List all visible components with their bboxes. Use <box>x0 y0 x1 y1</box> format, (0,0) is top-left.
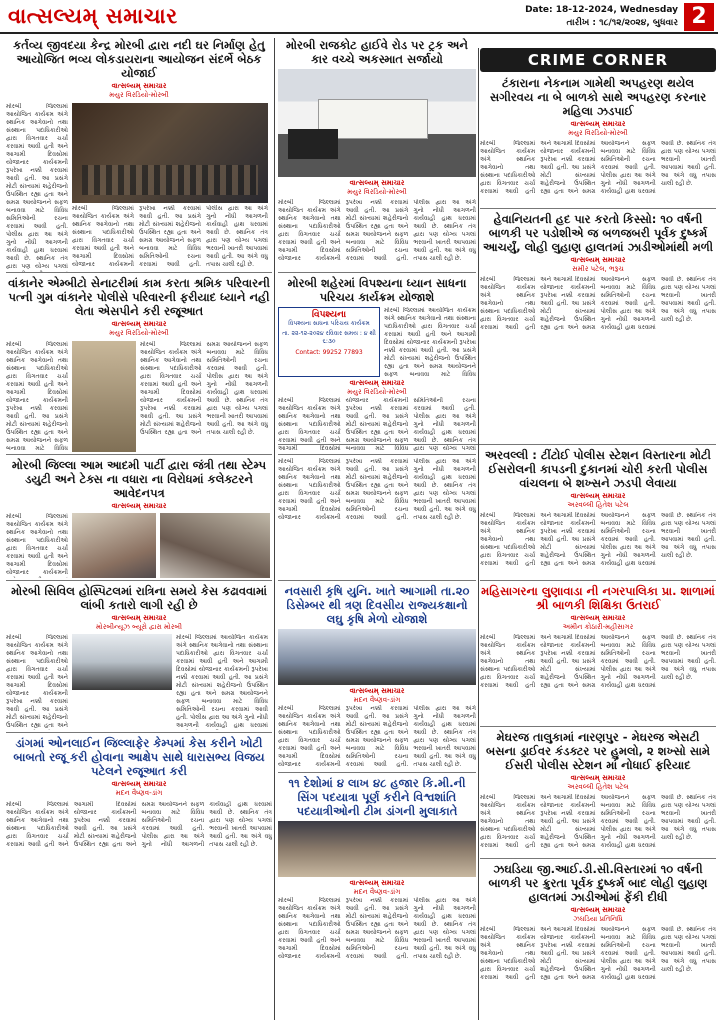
ad-phone: Contact: 99252 77893 <box>295 349 363 356</box>
headline: અરવલ્લી : ટીંટોઈ પોલીસ સ્ટેશન વિસ્તારના મોટી ઈસરોલની કાપડની દુકાનમાં ચોરી કરતી પોલીસ વાંચલના બે શખ્સને ઝડપી લેવાયા <box>485 448 711 490</box>
masthead <box>0 0 718 34</box>
article-body: મોરબી જિલ્લામાં આયોજિત કાર્યક્રમ અંગે સ્થાનિક આગેવાનો તથા સંસ્થાના પદાધિકારીઓ દ્વારા વિગતવાર ચર્ચા કરવામાં આવી હતી અને આગામી દિવસોમાં યોજાનાર કાર્યક્રમની રૂપરેખા નક્કી કરવામાં આવી હતી. આ પ્રસંગે મોટી સંખ્યામાં શહેરીજનો ઉપસ્થિત રહ્યા હતા અને સમગ્ર આયોજનને સફળ બનાવવા માટે વિવિધ સમિતિઓની રચના કરવામાં આવી હતી. પોલીસ દ્વારા આ અંગે ગુનો નોંધી આગળની કાર્યવાહી હાથ ધરવામાં આવી છે. સ્થાનિક તંત્ર દ્વારા પણ યોગ્ય પગલાં ભરવાની ખાતરી આપવામાં આવી હતી. આ અંગે વધુ તપાસ ચાલી રહી છે. <box>278 897 476 960</box>
byline: વાત્સલ્યમ્ સમાચાર <box>111 82 167 90</box>
reporter: મયુર વિરડિયો-મોરબી <box>347 188 407 196</box>
article-aap-cont <box>278 458 476 578</box>
protest-photo-1 <box>72 513 156 578</box>
article-body: મોરબી જિલ્લામાં આયોજિત કાર્યક્રમ અંગે સ્થાનિક આગેવાનો તથા સંસ્થાના પદાધિકારીઓ દ્વારા વિગતવાર ચર્ચા કરવામાં આવી હતી અને આગામી દિવસોમાં યોજાનાર કાર્યક્રમની રૂપરેખા નક્કી કરવામાં આવી હતી. આ પ્રસંગે મોટી સંખ્યામાં શહેરીજનો ઉપસ્થિત રહ્યા હતા અને સમગ્ર આયોજનને સફળ બનાવવા માટે વિવિધ સમિતિઓની રચના કરવામાં આવી હતી. પોલીસ દ્વારા આ અંગે ગુનો નોંધી આગળની કાર્યવાહી હાથ ધરવામાં આવી છે. સ્થાનિક તંત્ર દ્વારા પણ યોગ્ય પગલાં ભરવાની ખાતરી આપવામાં આવી હતી. આ અંગે વધુ તપાસ ચાલી રહી છે. <box>480 512 716 567</box>
article-vankaner <box>6 276 272 452</box>
byline: વાત્સલ્યમ્ સમાચાર <box>111 502 167 510</box>
byline: વાત્સલ્યમ્ સમાચાર <box>111 614 167 622</box>
reporter: અરવલ્લી હિતેશ પટેલ <box>567 501 629 509</box>
article-dang-online <box>6 736 272 1020</box>
article-body: મોરબી જિલ્લામાં આયોજિત કાર્યક્રમ અંગે સ્થાનિક આગેવાનો તથા સંસ્થાના પદાધિકારીઓ દ્વારા વિગતવાર ચર્ચા કરવામાં આવી હતી અને આગામી દિવસોમાં યોજાનાર કાર્યક્રમની રૂપરેખા નક્કી કરવામાં આવી હતી. આ પ્રસંગે મોટી સંખ્યામાં શહેરીજનો ઉપસ્થિત રહ્યા હતા અને સમગ્ર આયોજનને સફળ બનાવવા માટે વિવિધ <box>6 341 68 452</box>
headline: મેઘરજ તાલુકામાં નારણપુર - મેઘરજ એસટી બસના ડ્રાઈવર કંડક્ટર પર હુમલો, ૨ શખ્સો સામે ઈસરી પોલીસ સ્ટેશન માં નોધાઈ ફરિયાદ <box>485 730 711 772</box>
byline: વાત્સલ્યમ્ સમાચાર <box>111 320 167 328</box>
article-jhagadia <box>480 862 716 1020</box>
article-peace-walk <box>278 776 476 1020</box>
article-aravalli-theft <box>480 448 716 578</box>
byline: વાત્સલ્યમ્ સમાચાર <box>349 879 405 887</box>
date-english: Date: 18-12-2024, Wednesday <box>525 5 678 15</box>
reporter: સમીર પટેલ, ભરૂચ <box>572 265 624 273</box>
byline: વાત્સલ્યમ્ સમાચાર <box>570 906 626 914</box>
article-body-cont: મોરબી જિલ્લામાં આયોજિત કાર્યક્રમ અંગે સ્થાનિક આગેવાનો તથા સંસ્થાના પદાધિકારીઓ દ્વારા વિગતવાર ચર્ચા કરવામાં આવી હતી અને આગામી દિવસોમાં યોજાનાર કાર્યક્રમની રૂપરેખા નક્કી કરવામાં આવી હતી. આ પ્રસંગે મોટી સંખ્યામાં શહેરીજનો ઉપસ્થિત રહ્યા હતા અને સમગ્ર આયોજનને સફળ બનાવવા માટે વિવિધ સમિતિઓની રચના કરવામાં આવી હતી. પોલીસ દ્વારા આ અંગે ગુનો નોંધી આગળની કાર્યવાહી હાથ ધરવામાં આવી છે. સ્થાનિક તંત્ર દ્વારા પણ યોગ્ય પગલાં <box>278 397 476 452</box>
headline: નવસારી કૃષિ યુનિ. ખાતે આગામી તા.૨૦ ડિસેમ્બર થી ત્રણ દિવસીય રાજ્યકક્ષાનો લઘુ કૃષિ મેળો યોજાશે <box>284 584 470 626</box>
fair-photo <box>278 629 476 685</box>
reporter: મયુર વિરડિયો-મોરબી <box>568 129 628 137</box>
vipassana-ad <box>278 307 380 377</box>
article-body: મોરબી જિલ્લામાં આયોજિત કાર્યક્રમ અંગે સ્થાનિક આગેવાનો તથા સંસ્થાના પદાધિકારીઓ દ્વારા વિગતવાર ચર્ચા કરવામાં આવી હતી અને આગામી દિવસોમાં યોજાનાર કાર્યક્રમની રૂપરેખા નક્કી કરવામાં આવી હતી. આ પ્રસંગે મોટી સંખ્યામાં શહેરીજનો ઉપસ્થિત રહ્યા હતા અને સમગ્ર આયોજનને સફળ બનાવવા માટે વિવિધ સમિતિઓની રચના કરવામાં આવી હતી. પોલીસ દ્વારા આ અંગે ગુનો નોંધી આગળની કાર્યવાહી હાથ ધરવામાં આવી છે. સ્થાનિક તંત્ર દ્વારા પણ યોગ્ય પગલાં ભરવાની ખાતરી આપવામાં આવી હતી. આ અંગે વધુ તપાસ ચાલી રહી છે. <box>480 926 716 981</box>
ad-title: વિપશ્યના <box>311 310 347 320</box>
protest-photo-2 <box>160 513 270 578</box>
headline: વાંકાનેર એમ્બીટો સેનાટરીમાં કામ કરતા શ્રમિક પરિવારની પત્ની ગુમ વાંકાનેર પોલીસે પરિવારની ફરીયાદ ધ્યાને નહી લેતા એસપીને કરી રજૂઆત <box>8 276 270 318</box>
date-gujarati: તારીખ : ૧૮/૧૨/૨૦૨૪, બુધવાર <box>566 18 678 28</box>
headline: ડાંગમાં ઓનલાઈન જિલ્લાફેર કેમ્પમાં કેસ કરીને ખોટી બાબતો રજૂ કરી હોવાના આક્ષેપ સાથે ધારાસભ્ય વિજય પટેલને રજૂઆત કરી <box>13 736 265 778</box>
crime-corner-title: CRIME CORNER <box>527 51 669 69</box>
newspaper-logo: વાત્સલ્યમ્ સમાચાર <box>8 3 178 28</box>
article-navsari-fair <box>278 584 476 770</box>
article-body-cont: મોરબી જિલ્લામાં આયોજિત કાર્યક્રમ અંગે સ્થાનિક આગેવાનો તથા સંસ્થાના પદાધિકારીઓ દ્વારા વિગતવાર ચર્ચા કરવામાં આવી હતી અને આગામી દિવસોમાં યોજાનાર કાર્યક્રમની રૂપરેખા નક્કી કરવામાં આવી હતી. આ પ્રસંગે મોટી સંખ્યામાં શહેરીજનો ઉપસ્થિત રહ્યા હતા અને સમગ્ર આયોજનને સફળ બનાવવા માટે વિવિધ સમિતિઓની રચના કરવામાં આવી હતી. પોલીસ દ્વારા આ અંગે ગુનો નોંધી આગળની કાર્યવાહી હાથ ધરવામાં <box>176 634 268 729</box>
headline: હેવાનિયતની હદ પાર કરતો કિસ્સો: ૧૦ વર્ષની બાળકી પર પડોશીએ જ બળજબરી પૂર્વક દુષ્કર્મ આચર્યું, લોહી લુહાણ હાલતમાં ઝાડીઓમાંથી મળી <box>482 212 714 254</box>
article-tankara-kidnap <box>480 76 716 206</box>
pilgrims-photo <box>278 821 476 877</box>
headline: ૧૧ દેશોમાં ૪ લાખ ૪૮ હજાર કિ.મી.ની સિંગ પદયાત્રા પૂર્ણ કરીને વિશ્વશાંતિ પદયાત્રીઓની ટીમ ડાંગની મુલાકાતે <box>288 776 466 818</box>
article-body: મોરબી જિલ્લામાં આયોજિત કાર્યક્રમ અંગે સ્થાનિક આગેવાનો તથા સંસ્થાના પદાધિકારીઓ દ્વારા વિગતવાર ચર્ચા કરવામાં આવી હતી અને આગામી દિવસોમાં યોજાનાર કાર્યક્રમની રૂપરેખા નક્કી કરવામાં આવી હતી. આ પ્રસંગે મોટી સંખ્યામાં શહેરીજનો ઉપસ્થિત રહ્યા હતા અને સમગ્ર આયોજનને સફળ બનાવવા માટે વિવિધ સમિતિઓની રચના કરવામાં આવી હતી. પોલીસ દ્વારા આ અંગે ગુનો નોંધી આગળની કાર્યવાહી હાથ ધરવામાં આવી છે. સ્થાનિક તંત્ર દ્વારા પણ યોગ્ય પગલાં ભરવાની ખાતરી આપવામાં આવી હતી. આ અંગે વધુ તપાસ ચાલી રહી છે. <box>278 705 476 768</box>
article-body-cont: મોરબી જિલ્લામાં આયોજિત કાર્યક્રમ અંગે સ્થાનિક આગેવાનો તથા સંસ્થાના પદાધિકારીઓ દ્વારા વિગતવાર ચર્ચા કરવામાં આવી હતી અને આગામી દિવસોમાં યોજાનાર કાર્યક્રમની રૂપરેખા નક્કી કરવામાં આવી હતી. આ પ્રસંગે મોટી સંખ્યામાં શહેરીજનો ઉપસ્થિત રહ્યા હતા અને સમગ્ર આયોજનને સફળ બનાવવા માટે વિવિધ સમિતિઓની રચના કરવામાં આવી હતી. પોલીસ દ્વારા આ અંગે ગુનો નોંધી આગળની કાર્યવાહી હાથ ધરવામાં આવી છે. સ્થાનિક તંત્ર દ્વારા પણ યોગ્ય પગલાં ભરવાની ખાતરી આપવામાં આવી હતી. આ અંગે વધુ તપાસ ચાલી રહી છે. <box>140 341 268 436</box>
article-body: મોરબી જિલ્લામાં આયોજિત કાર્યક્રમ અંગે સ્થાનિક આગેવાનો તથા સંસ્થાના પદાધિકારીઓ દ્વારા વિગતવાર ચર્ચા કરવામાં આવી હતી અને આગામી દિવસોમાં યોજાનાર કાર્યક્રમની રૂપરેખા નક્કી કરવામાં આવી હતી. આ પ્રસંગે મોટી સંખ્યામાં શહેરીજનો ઉપસ્થિત રહ્યા હતા અને સમગ્ર આયોજનને સફળ બનાવવા માટે વિવિધ સમિતિઓની રચના કરવામાં આવી હતી. પોલીસ દ્વારા આ અંગે ગુનો નોંધી આગળની કાર્યવાહી હાથ ધરવામાં આવી છે. સ્થાનિક તંત્ર દ્વારા પણ યોગ્ય પગલાં ભરવાની ખાતરી આપવામાં આવી હતી. આ અંગે વધુ તપાસ ચાલી રહી છે. <box>480 634 716 689</box>
reporter: અરવલ્લી હિતેશ પટેલ <box>567 783 629 791</box>
article-vipassana <box>278 276 476 452</box>
reporter: મદન વૈષ્ણવ-ડાંગ <box>115 789 163 797</box>
reporter: ઝઘડિયા પ્રતિનિધિ <box>573 915 623 923</box>
reporter: મયુર વિરડિયો-મોરબી <box>109 91 169 99</box>
article-civil-hospital <box>6 584 272 730</box>
headline: મહિસાગરના લુણાવાડા ની નગરપાલિકા પ્રા. શાળામાં શ્રી બાળકી શિક્ષિકા ઉતરાઈ <box>481 584 715 612</box>
headline: ટંકારાના નેકનામ ગામેથી અપહરણ થયેલ સગીરવય ના બે બાળકો સાથે અપહરણ કરનાર મહિલા ઝડપાઈ <box>489 76 707 118</box>
byline: વાત્સલ્યમ્ સમાચાર <box>111 780 167 788</box>
article-body: મોરબી જિલ્લામાં આયોજિત કાર્યક્રમ અંગે સ્થાનિક આગેવાનો તથા સંસ્થાના પદાધિકારીઓ દ્વારા વિગતવાર ચર્ચા કરવામાં આવી હતી અને આગામી દિવસોમાં યોજાનાર કાર્યક્રમની <box>6 513 68 576</box>
article-body-cont: મોરબી જિલ્લામાં આયોજિત કાર્યક્રમ અંગે સ્થાનિક આગેવાનો તથા સંસ્થાના પદાધિકારીઓ દ્વારા વિગતવાર ચર્ચા કરવામાં આવી હતી અને આગામી દિવસોમાં યોજાનાર કાર્યક્રમની રૂપરેખા નક્કી કરવામાં આવી હતી. આ પ્રસંગે મોટી સંખ્યામાં શહેરીજનો ઉપસ્થિત રહ્યા હતા અને સમગ્ર આયોજનને સફળ બનાવવા માટે વિવિધ સમિતિઓની રચના કરવામાં આવી હતી. પોલીસ દ્વારા આ અંગે ગુનો નોંધી આગળની કાર્યવાહી હાથ ધરવામાં આવી છે. સ્થાનિક તંત્ર દ્વારા પણ યોગ્ય પગલાં ભરવાની ખાતરી આપવામાં આવી હતી. આ અંગે વધુ તપાસ ચાલી રહી છે. <box>72 205 268 268</box>
accident-photo <box>278 69 476 177</box>
reporter: મયુર વિરડિયો-મોરબી <box>109 329 169 337</box>
article-body: મોરબી જિલ્લામાં આયોજિત કાર્યક્રમ અંગે સ્થાનિક આગેવાનો તથા સંસ્થાના પદાધિકારીઓ દ્વારા વિગતવાર ચર્ચા કરવામાં આવી હતી અને આગામી દિવસોમાં યોજાનાર કાર્યક્રમની રૂપરેખા નક્કી કરવામાં આવી હતી. આ પ્રસંગે મોટી સંખ્યામાં શહેરીજનો ઉપસ્થિત રહ્યા હતા અને સમગ્ર આયોજનને સફળ બનાવવા માટે વિવિધ સમિતિઓની રચના કરવામાં આવી હતી. પોલીસ દ્વારા આ અંગે ગુનો નોંધી આગળની કાર્યવાહી હાથ ધરવામાં આવી છે. સ્થાનિક તંત્ર દ્વારા પણ યોગ્ય પગલાં ભરવાની ખાતરી આપવામાં આવી હતી. આ અંગે વધુ તપાસ ચાલી રહી છે. <box>480 140 716 195</box>
crime-corner-banner <box>480 48 716 72</box>
byline: વાત્સલ્યમ્ સમાચાર <box>570 614 626 622</box>
article-meghraj <box>480 730 716 856</box>
dateline <box>525 4 678 30</box>
byline: વાત્સલ્યમ્ સમાચાર <box>349 179 405 187</box>
article-body: મોરબી જિલ્લામાં આયોજિત કાર્યક્રમ અંગે સ્થાનિક આગેવાનો તથા સંસ્થાના પદાધિકારીઓ દ્વારા વિગતવાર ચર્ચા કરવામાં આવી હતી અને આગામી દિવસોમાં યોજાનાર કાર્યક્રમની રૂપરેખા નક્કી કરવામાં આવી હતી. આ પ્રસંગે મોટી સંખ્યામાં શહેરીજનો ઉપસ્થિત રહ્યા હતા અને <box>6 634 68 729</box>
article-jivdaya <box>6 38 272 272</box>
headline: મોરબી રાજકોટ હાઈવે રોડ પર ટ્રક અને કાર વચ્ચે અકસ્માત સર્જાયો <box>286 38 468 66</box>
article-body: મોરબી જિલ્લામાં આયોજિત કાર્યક્રમ અંગે સ્થાનિક આગેવાનો તથા સંસ્થાના પદાધિકારીઓ દ્વારા વિગતવાર ચર્ચા કરવામાં આવી હતી અને આગામી દિવસોમાં યોજાનાર કાર્યક્રમની રૂપરેખા નક્કી કરવામાં આવી હતી. આ પ્રસંગે મોટી સંખ્યામાં શહેરીજનો ઉપસ્થિત રહ્યા હતા અને સમગ્ર આયોજનને સફળ બનાવવા માટે વિવિધ <box>384 307 476 377</box>
byline: વાત્સલ્યમ્ સમાચાર <box>570 120 626 128</box>
headline: કર્તવ્ય જીવદયા કેન્દ્ર મોરબી દ્વારા નદી ઘર નિર્માણ હેતુ આયોજિત ભવ્ય લોકડાયરાના આયોજન સંદર્ભે બેઠક યોજાઈ <box>13 38 265 80</box>
article-body: મોરબી જિલ્લામાં આયોજિત કાર્યક્રમ અંગે સ્થાનિક આગેવાનો તથા સંસ્થાના પદાધિકારીઓ દ્વારા વિગતવાર ચર્ચા કરવામાં આવી હતી અને આગામી દિવસોમાં યોજાનાર કાર્યક્રમની રૂપરેખા નક્કી કરવામાં આવી હતી. આ પ્રસંગે મોટી સંખ્યામાં શહેરીજનો ઉપસ્થિત રહ્યા હતા અને સમગ્ર આયોજનને સફળ બનાવવા માટે વિવિધ સમિતિઓની રચના કરવામાં આવી હતી. પોલીસ દ્વારા આ અંગે ગુનો નોંધી આગળની કાર્યવાહી હાથ ધરવામાં આવી છે. સ્થાનિક તંત્ર દ્વારા પણ યોગ્ય પગલાં ભરવાની ખાતરી આપવામાં આવી હતી. આ અંગે વધુ તપાસ ચાલી રહી છે. <box>480 276 716 331</box>
ad-line-1: વિપશ્યના સાધના પરિચય કાર્યક્રમ <box>288 320 370 327</box>
reporter: મદન વૈષ્ણવ-ડાંગ <box>353 696 401 704</box>
reporter: અમીન કોઠારી-મહીસાગર <box>562 623 634 631</box>
portrait-photo <box>72 341 136 452</box>
article-bharuch-crime <box>480 212 716 442</box>
reporter: મયુર વિરડિયો-મોરબી <box>347 388 407 396</box>
hospital-photo <box>72 634 172 690</box>
headline: ઝઘડિયા જી.આઈ.ડી.સી.વિસ્તારમાં ૧૦ વર્ષની બાળકી પર ક્રુરતા પૂર્વક દુષ્કર્મ બાદ લોહી લુહાણ હાલતમાં ઝાડીઓમાં ફેંકી દીધી <box>488 862 708 904</box>
article-lunavada <box>480 584 716 724</box>
headline: મોરબી જિલ્લા આમ આદમી પાર્ટી દ્વારા જંત્રી તથા સ્ટેમ્પ ડયુટી અને ટેક્સ ના વધારા ના વિરોધમાં કલેક્ટરને આવેદનપત્ર <box>11 458 267 500</box>
page-number: 2 <box>684 3 714 31</box>
byline: વાત્સલ્યમ્ સમાચાર <box>570 492 626 500</box>
reporter: મોરબીન્યૂઝ બ્યૂરો દ્વારા મોરબી <box>96 623 182 631</box>
byline: વાત્સલ્યમ્ સમાચાર <box>570 256 626 264</box>
headline: મોરબી શહેરમાં વિપશ્યના ધ્યાન સાધના પરિચય કાર્યક્રમ યોજાશે <box>287 276 467 304</box>
article-body: મોરબી જિલ્લામાં આયોજિત કાર્યક્રમ અંગે સ્થાનિક આગેવાનો તથા સંસ્થાના પદાધિકારીઓ દ્વારા વિગતવાર ચર્ચા કરવામાં આવી હતી અને આગામી દિવસોમાં યોજાનાર કાર્યક્રમની રૂપરેખા નક્કી કરવામાં આવી હતી. આ પ્રસંગે મોટી સંખ્યામાં શહેરીજનો ઉપસ્થિત રહ્યા હતા અને સમગ્ર આયોજનને સફળ બનાવવા માટે વિવિધ સમિતિઓની રચના કરવામાં આવી હતી. પોલીસ દ્વારા આ અંગે ગુનો નોંધી આગળની કાર્યવાહી હાથ ધરવામાં આવી છે. સ્થાનિક તંત્ર દ્વારા પણ યોગ્ય પગલાં ભરવાની ખાતરી આપવામાં આવી હતી. આ અંગે વધુ તપાસ ચાલી રહી છે. <box>278 458 476 521</box>
article-body: મોરબી જિલ્લામાં આયોજિત કાર્યક્રમ અંગે સ્થાનિક આગેવાનો તથા સંસ્થાના પદાધિકારીઓ દ્વારા વિગતવાર ચર્ચા કરવામાં આવી હતી અને આગામી દિવસોમાં યોજાનાર કાર્યક્રમની રૂપરેખા નક્કી કરવામાં આવી હતી. આ પ્રસંગે મોટી સંખ્યામાં શહેરીજનો ઉપસ્થિત રહ્યા હતા અને સમગ્ર આયોજનને સફળ બનાવવા માટે વિવિધ સમિતિઓની રચના કરવામાં આવી હતી. પોલીસ દ્વારા આ અંગે ગુનો નોંધી આગળની કાર્યવાહી હાથ ધરવામાં આવી છે. સ્થાનિક તંત્ર દ્વારા પણ યોગ્ય પગલાં ભરવાની ખાતરી આપવામાં આવી હતી. આ અંગે વધુ તપાસ ચાલી રહી છે. <box>6 801 272 848</box>
article-body: મોરબી જિલ્લામાં આયોજિત કાર્યક્રમ અંગે સ્થાનિક આગેવાનો તથા સંસ્થાના પદાધિકારીઓ દ્વારા વિગતવાર ચર્ચા કરવામાં આવી હતી અને આગામી દિવસોમાં યોજાનાર કાર્યક્રમની રૂપરેખા નક્કી કરવામાં આવી હતી. આ પ્રસંગે મોટી સંખ્યામાં શહેરીજનો ઉપસ્થિત રહ્યા હતા અને સમગ્ર આયોજનને સફળ બનાવવા માટે વિવિધ સમિતિઓની રચના કરવામાં આવી હતી. પોલીસ દ્વારા આ અંગે ગુનો નોંધી આગળની કાર્યવાહી હાથ ધરવામાં આવી છે. સ્થાનિક તંત્ર દ્વારા પણ યોગ્ય પગલાં <box>6 103 68 270</box>
headline: મોરબી સિવિલ હોસ્પિટલમાં રાત્રિના સમયે કેસ કઢાવવામાં લાંબી કતારો લાગી રહી છે <box>11 584 267 612</box>
byline: વાત્સલ્યમ્ સમાચાર <box>570 774 626 782</box>
event-photo <box>72 103 268 203</box>
byline: વાત્સલ્યમ્ સમાચાર <box>349 379 405 387</box>
article-highway-accident <box>278 38 476 272</box>
article-body: મોરબી જિલ્લામાં આયોજિત કાર્યક્રમ અંગે સ્થાનિક આગેવાનો તથા સંસ્થાના પદાધિકારીઓ દ્વારા વિગતવાર ચર્ચા કરવામાં આવી હતી અને આગામી દિવસોમાં યોજાનાર કાર્યક્રમની રૂપરેખા નક્કી કરવામાં આવી હતી. આ પ્રસંગે મોટી સંખ્યામાં શહેરીજનો ઉપસ્થિત રહ્યા હતા અને સમગ્ર આયોજનને સફળ બનાવવા માટે વિવિધ સમિતિઓની રચના કરવામાં આવી હતી. પોલીસ દ્વારા આ અંગે ગુનો નોંધી આગળની કાર્યવાહી હાથ ધરવામાં આવી છે. સ્થાનિક તંત્ર દ્વારા પણ યોગ્ય પગલાં ભરવાની ખાતરી આપવામાં આવી હતી. આ અંગે વધુ તપાસ ચાલી રહી છે. <box>278 199 476 262</box>
reporter: મદન વૈષ્ણવ-ડાંગ <box>353 888 401 896</box>
ad-line-2: તા. ૨૨-૧૨-૨૦૨૪ રવિવાર સમય : ૪ થી ૬:૩૦ <box>282 330 376 345</box>
article-aap <box>6 458 272 578</box>
byline: વાત્સલ્યમ્ સમાચાર <box>349 687 405 695</box>
article-body: મોરબી જિલ્લામાં આયોજિત કાર્યક્રમ અંગે સ્થાનિક આગેવાનો તથા સંસ્થાના પદાધિકારીઓ દ્વારા વિગતવાર ચર્ચા કરવામાં આવી હતી અને આગામી દિવસોમાં યોજાનાર કાર્યક્રમની રૂપરેખા નક્કી કરવામાં આવી હતી. આ પ્રસંગે મોટી સંખ્યામાં શહેરીજનો ઉપસ્થિત રહ્યા હતા અને સમગ્ર આયોજનને સફળ બનાવવા માટે વિવિધ સમિતિઓની રચના કરવામાં આવી હતી. પોલીસ દ્વારા આ અંગે ગુનો નોંધી આગળની કાર્યવાહી હાથ ધરવામાં આવી છે. સ્થાનિક તંત્ર દ્વારા પણ યોગ્ય પગલાં ભરવાની ખાતરી આપવામાં આવી હતી. આ અંગે વધુ તપાસ ચાલી રહી છે. <box>480 794 716 849</box>
